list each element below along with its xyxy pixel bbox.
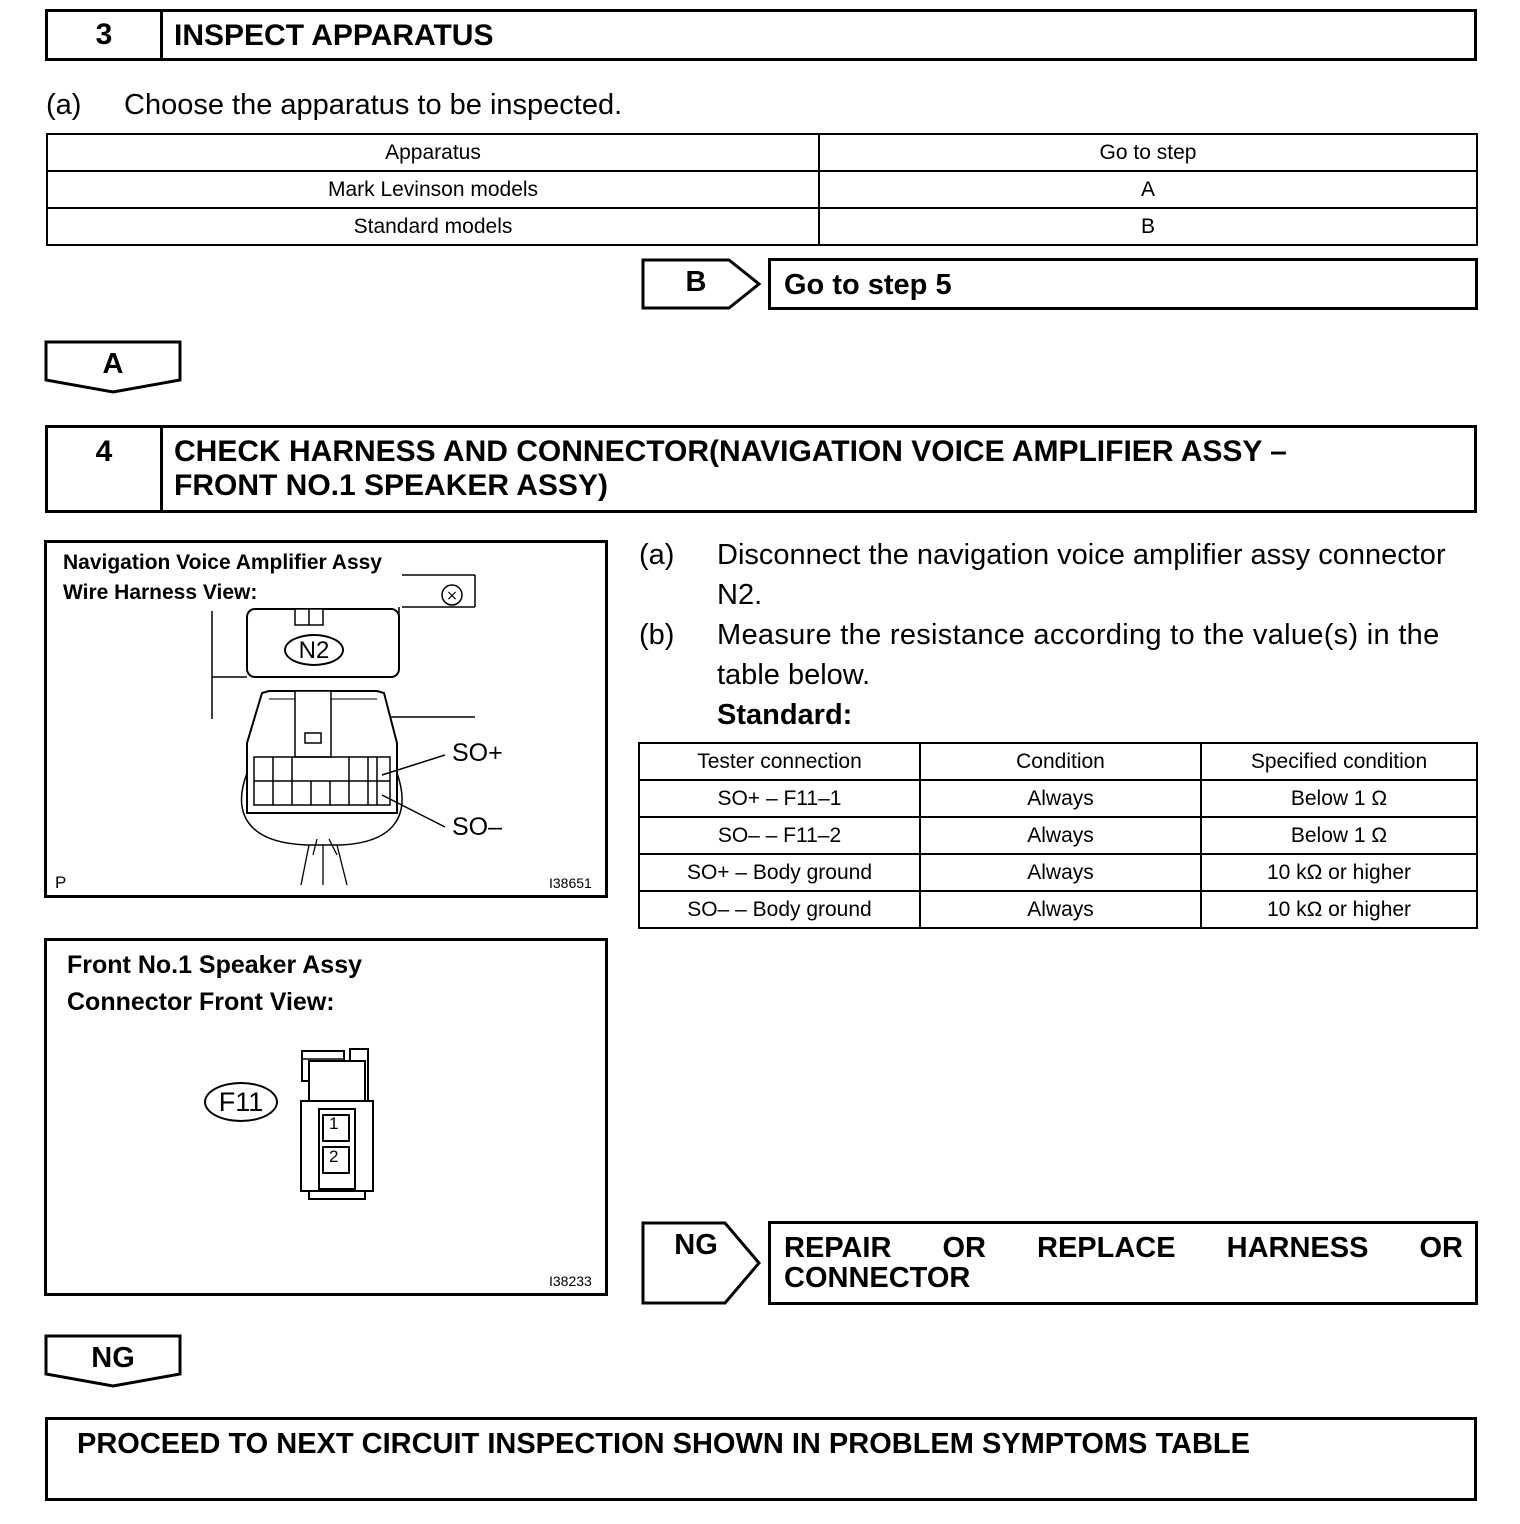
result-box-ng (768, 1221, 1478, 1305)
table-cell: B (819, 208, 1477, 245)
pin-2-label: 2 (329, 1147, 339, 1166)
result-box-ng-line2: CONNECTOR (784, 1262, 971, 1294)
step3-instruction (46, 85, 946, 127)
result-box-b-text: Go to step 5 (784, 269, 952, 301)
table-header: Specified condition (1201, 743, 1477, 780)
connector-n2-label: N2 (298, 637, 330, 664)
step4-a-label: (a) (639, 539, 675, 571)
step4-b-line1: Measure the resistance according to the value(s) in the (717, 619, 1440, 651)
diagram-subtitle: Wire Harness View: (63, 581, 258, 604)
table-row (47, 171, 1477, 208)
table-cell: Always (920, 854, 1201, 891)
table-cell: SO+ – Body ground (639, 854, 920, 891)
step3-title: INSPECT APPARATUS (174, 19, 494, 52)
step4-title-line2: FRONT NO.1 SPEAKER ASSY) (174, 469, 608, 502)
step4-b-label: (b) (639, 619, 675, 651)
diagram-title: Front No.1 Speaker Assy (67, 951, 363, 979)
step4-b-line2: table below. (717, 659, 871, 691)
result-word: OR (1419, 1232, 1463, 1264)
pin-label-so-plus: SO+ (452, 739, 503, 767)
table-header: Apparatus (47, 134, 819, 171)
result-word: OR (942, 1232, 986, 1264)
table-header: Tester connection (639, 743, 920, 780)
continue-tag-a-label: A (102, 348, 124, 380)
step4-header (45, 425, 1477, 513)
step4-instruction-b (639, 615, 1479, 735)
step4-a-line2: N2. (717, 579, 763, 611)
table-header: Condition (920, 743, 1201, 780)
amplifier-connector-illustration (47, 543, 605, 895)
diagram-subtitle: Connector Front View: (67, 988, 335, 1016)
table-cell: Always (920, 817, 1201, 854)
table-cell: Standard models (47, 208, 819, 245)
table-row (639, 780, 1477, 817)
connector-f11-callout (204, 1082, 278, 1122)
result-word: REPLACE (1037, 1232, 1176, 1264)
continue-tag-ng (44, 1334, 182, 1388)
speaker-connector-illustration (47, 941, 605, 1293)
step4-instruction-a (639, 535, 1479, 617)
table-row (639, 817, 1477, 854)
table-cell: Below 1 Ω (1201, 817, 1477, 854)
table-row (47, 208, 1477, 245)
table-row (639, 891, 1477, 928)
step3-a-label: (a) (46, 89, 82, 121)
diagram-code: I38651 (549, 875, 592, 891)
table-header-row (47, 134, 1477, 171)
connector-n2-callout (284, 634, 344, 666)
table-cell: 10 kΩ or higher (1201, 854, 1477, 891)
table-cell: 10 kΩ or higher (1201, 891, 1477, 928)
table-cell: Mark Levinson models (47, 171, 819, 208)
diagram-code: I38233 (549, 1273, 592, 1289)
step3-number: 3 (48, 12, 163, 58)
table-cell: Below 1 Ω (1201, 780, 1477, 817)
standard-label: Standard: (717, 699, 853, 731)
diagram-title: Navigation Voice Amplifier Assy (63, 551, 382, 574)
continue-tag-a (44, 340, 182, 394)
result-box-ng-line1 (784, 1232, 1463, 1265)
result-tag-b-label: B (685, 266, 707, 298)
speaker-connector-diagram (44, 938, 608, 1296)
result-tag-ng (641, 1221, 763, 1305)
final-instruction-text: PROCEED TO NEXT CIRCUIT INSPECTION SHOWN IN PROBLEM SYMPTOMS TABLE (77, 1428, 1250, 1460)
pin-1-label: 1 (329, 1114, 339, 1133)
result-word: REPAIR (784, 1232, 892, 1264)
table-header-row (639, 743, 1477, 780)
table-cell: SO– – F11–2 (639, 817, 920, 854)
step3-header (45, 9, 1477, 61)
result-word: HARNESS (1226, 1232, 1369, 1264)
step4-a-line1: Disconnect the navigation voice amplifier assy connector (717, 539, 1446, 571)
continue-tag-ng-label: NG (91, 1342, 135, 1374)
table-cell: SO– – Body ground (639, 891, 920, 928)
table-cell: SO+ – F11–1 (639, 780, 920, 817)
table-cell: Always (920, 780, 1201, 817)
connector-f11-label: F11 (218, 1087, 264, 1117)
table-cell: A (819, 171, 1477, 208)
diagram-corner-label: P (55, 873, 67, 892)
step4-title-line1: CHECK HARNESS AND CONNECTOR(NAVIGATION VOICE AMPLIFIER ASSY – (174, 435, 1287, 468)
amplifier-connector-diagram (44, 540, 608, 898)
table-row (639, 854, 1477, 891)
result-tag-ng-label: NG (674, 1229, 718, 1261)
step4-number: 4 (48, 428, 163, 510)
apparatus-table (46, 133, 1478, 246)
table-header: Go to step (819, 134, 1477, 171)
final-instruction-box (45, 1417, 1477, 1501)
pin-label-so-minus: SO– (452, 813, 503, 841)
resistance-table (638, 742, 1478, 929)
svg-text:×: × (446, 588, 458, 604)
step3-a-text: Choose the apparatus to be inspected. (124, 89, 623, 121)
result-box-b (768, 258, 1478, 310)
table-cell: Always (920, 891, 1201, 928)
result-tag-b (641, 258, 763, 310)
